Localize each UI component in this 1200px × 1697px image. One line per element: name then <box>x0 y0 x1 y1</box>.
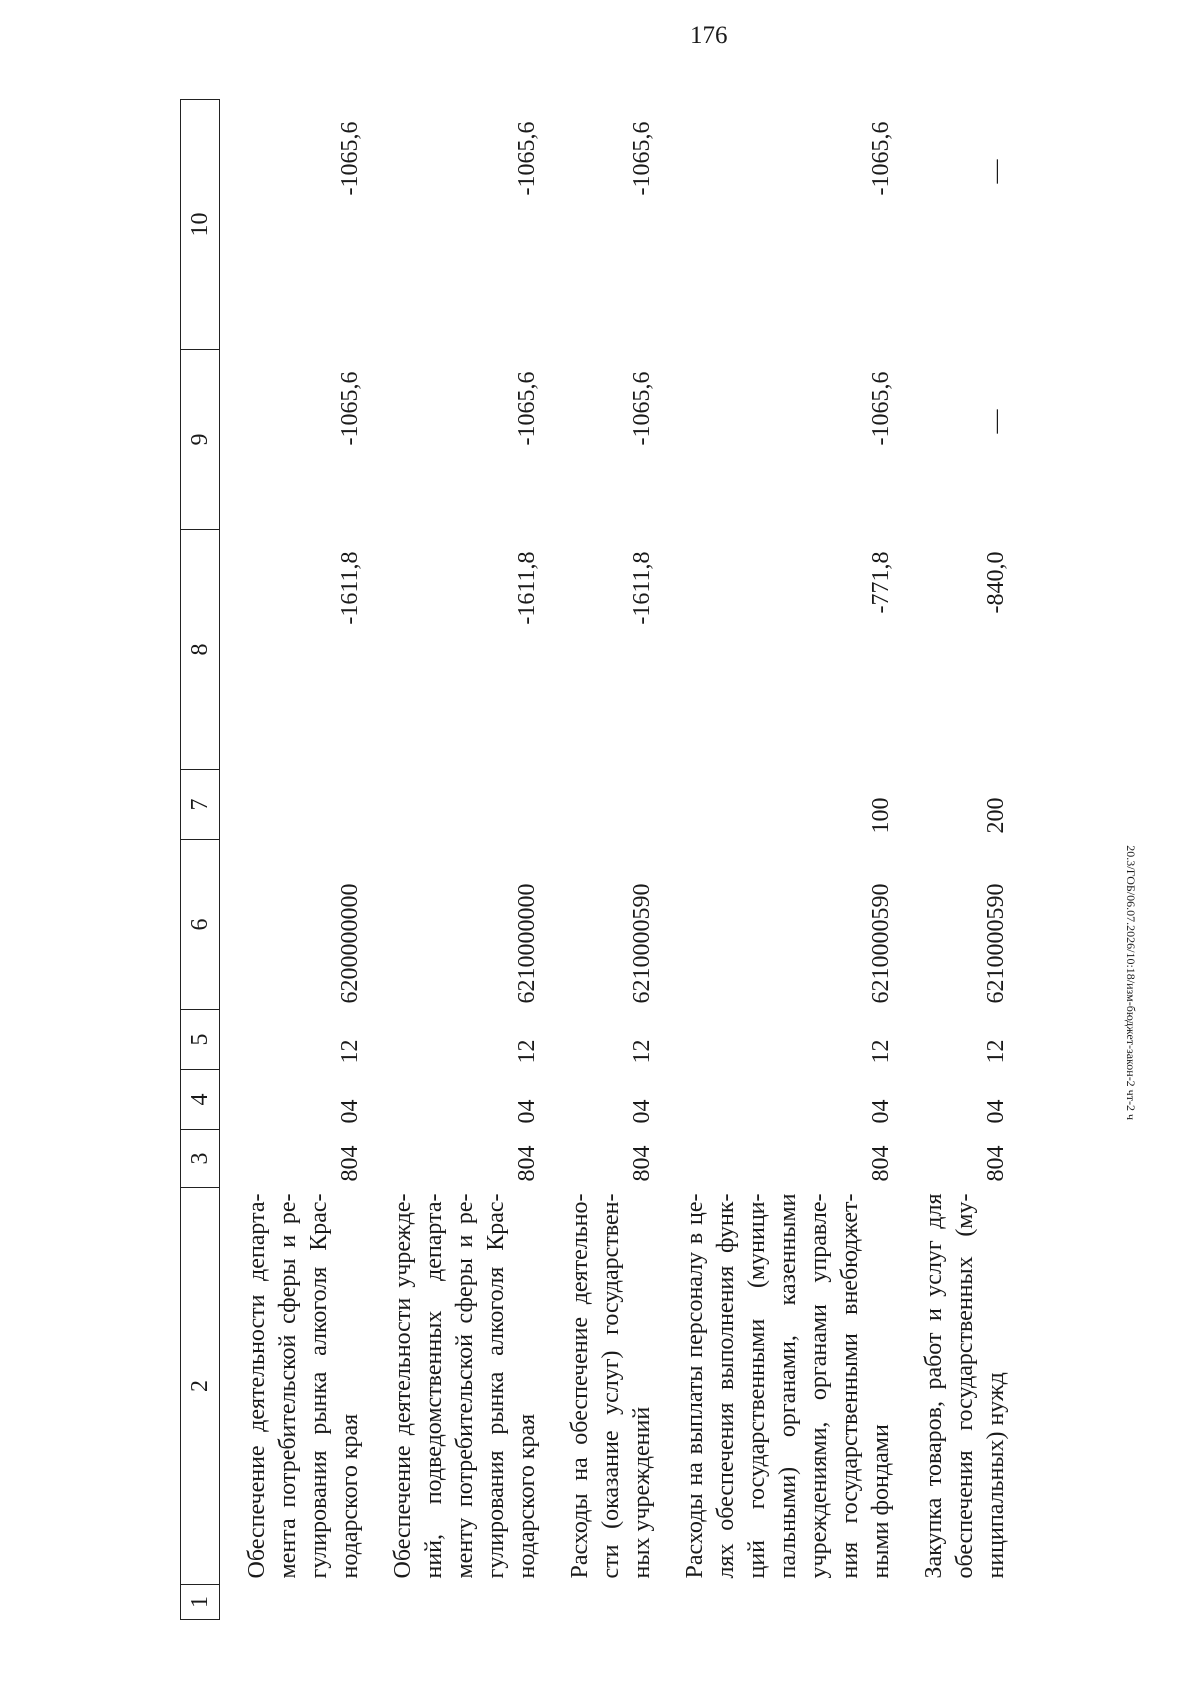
row-description: Расходы на выплаты персоналу в це-лях обеспечения выполнения функ-ций государственными (муници-пальными) органами, казенными учреждениями, органами управле-ния государственными внебюджет-ными фондами <box>682 1193 894 1579</box>
column-header: 8 <box>181 530 220 770</box>
cell-section: 04 <box>337 1099 363 1124</box>
table-row <box>543 100 658 1620</box>
cell-amount-col8: -771,8 <box>868 551 894 614</box>
cell-target-article: 6210000590 <box>983 883 1009 1004</box>
cell-amount-col10: -1065,6 <box>514 121 540 196</box>
table-row <box>658 100 897 1620</box>
cell-section: 04 <box>868 1099 894 1124</box>
cell-admin-code: 804 <box>629 1145 655 1182</box>
cell-admin-code: 804 <box>868 1145 894 1182</box>
page-number: 176 <box>690 22 728 49</box>
row-description: Закупка товаров, работ и услуг для обеспечения государственных (му-ниципальных) нужд <box>921 1193 1009 1579</box>
cell-section: 04 <box>514 1099 540 1124</box>
cell-amount-col10: -1065,6 <box>868 121 894 196</box>
row-description: Обеспечение деятельности департа-мента потребительской сферы и ре-гулирования рынка алкоголя Крас-нодарского края <box>244 1193 363 1579</box>
cell-amount-col10: -1065,6 <box>629 121 655 196</box>
cell-subsection: 12 <box>514 1039 540 1064</box>
table-row <box>897 100 1012 1620</box>
column-header: 5 <box>181 1010 220 1070</box>
cell-amount-col9: -1065,6 <box>514 371 540 446</box>
cell-expense-type: 200 <box>983 797 1009 834</box>
cell-target-article: 6210000590 <box>868 883 894 1004</box>
cell-amount-col10: -1065,6 <box>337 121 363 196</box>
column-header: 3 <box>181 1130 220 1188</box>
cell-amount-col8: -1611,8 <box>514 551 540 625</box>
cell-amount-col8: -840,0 <box>983 551 1009 614</box>
column-header: 6 <box>181 840 220 1010</box>
cell-expense-type: 100 <box>868 797 894 834</box>
cell-subsection: 12 <box>983 1039 1009 1064</box>
cell-section: 04 <box>629 1099 655 1124</box>
column-header: 4 <box>181 1070 220 1130</box>
cell-section: 04 <box>983 1099 1009 1124</box>
budget-table-container <box>180 100 1200 1620</box>
column-header: 1 <box>181 1585 220 1620</box>
cell-amount-col9: -1065,6 <box>629 371 655 446</box>
table-row <box>366 100 543 1620</box>
cell-col1 <box>543 1585 658 1620</box>
row-description: Обеспечение деятельности учрежде-ний, подведомственных департа-менту потребительской сферы и ре-гулирования рынка алкоголя Крас-нодарского края <box>390 1193 540 1579</box>
table-header-row <box>181 100 220 1620</box>
cell-col1 <box>658 1585 897 1620</box>
cell-amount-col9: — <box>983 409 1009 434</box>
cell-target-article: 6200000000 <box>337 883 363 1004</box>
cell-amount-col8: -1611,8 <box>337 551 363 625</box>
table-row <box>220 100 367 1620</box>
cell-amount-col8: -1611,8 <box>629 551 655 625</box>
cell-amount-col9: -1065,6 <box>868 371 894 446</box>
row-description: Расходы на обеспечение деятельно-сти (оказание услуг) государствен-ных учреждений <box>567 1193 655 1579</box>
column-header: 10 <box>181 100 220 350</box>
footer-text: 20.3/ГОБ/06.07.2026/10:18/изм-бюджет-закон-2 чт-2 ч <box>1124 845 1138 1120</box>
cell-target-article: 6210000590 <box>629 883 655 1004</box>
cell-target-article: 6210000000 <box>514 883 540 1004</box>
column-header: 7 <box>181 770 220 840</box>
cell-amount-col9: -1065,6 <box>337 371 363 446</box>
cell-subsection: 12 <box>629 1039 655 1064</box>
budget-table <box>180 99 1012 1620</box>
cell-admin-code: 804 <box>514 1145 540 1182</box>
column-header: 2 <box>181 1188 220 1585</box>
cell-subsection: 12 <box>337 1039 363 1064</box>
cell-admin-code: 804 <box>337 1145 363 1182</box>
cell-expense-type <box>366 770 543 840</box>
cell-expense-type <box>220 770 367 840</box>
cell-admin-code: 804 <box>983 1145 1009 1182</box>
cell-col1 <box>897 1585 1012 1620</box>
column-header: 9 <box>181 350 220 530</box>
cell-subsection: 12 <box>868 1039 894 1064</box>
cell-col1 <box>366 1585 543 1620</box>
cell-amount-col10: — <box>983 159 1009 184</box>
cell-col1 <box>220 1585 367 1620</box>
cell-expense-type <box>543 770 658 840</box>
